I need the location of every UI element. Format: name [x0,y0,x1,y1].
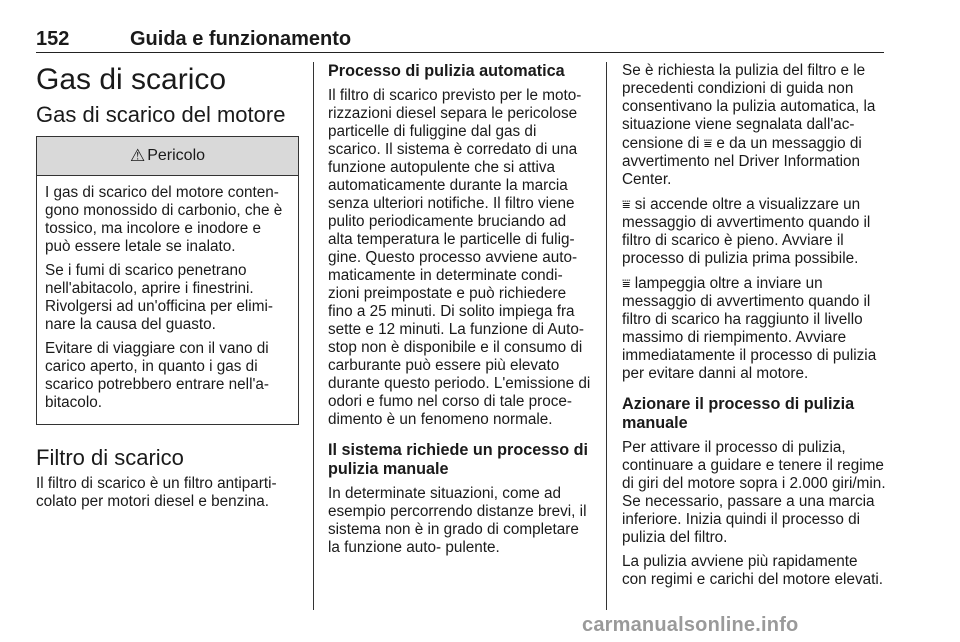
body-paragraph: Per attivare il processo di pulizia, continuare a guidare e tenere il regime di giri del motore sopra i 2.000 giri/min. Se necessario, passare a una marcia inferiore. Inizia quindi il processo di pulizia del filtro. [622,439,886,546]
page-header [36,28,884,53]
chapter-title: Gas di scarico [36,63,227,96]
exhaust-filter-icon: ⩸ [622,275,631,291]
subheading-manual-cleaning-required: Il sistema richiede un processo di pulizia manuale [328,441,588,478]
body-paragraph [622,62,886,189]
subheading-automatic-cleaning: Processo di pulizia automatica [328,62,565,80]
danger-warning-box [36,136,299,425]
body-paragraph [622,274,886,383]
column-divider [313,62,314,610]
warning-paragraph: I gas di scarico del motore conten- gono monossido di carbonio, che è tossico, ma incolore e inodore e può essere letale se inalato. [45,184,283,255]
text-run: si accende oltre a visualizzare un messaggio di avvertimento quando il filtro di scarico è pieno. Avviare il processo di pulizia prima possibile. [622,196,871,267]
running-section-title: Guida e funzionamento [130,28,352,50]
exhaust-filter-icon: ⩸ [622,196,631,212]
body-paragraph: La pulizia avviene più rapidamente con regimi e carichi del motore elevati. [622,553,884,588]
body-paragraph: Il filtro di scarico previsto per le moto- rizzazioni diesel separa le pericolose particelle di fuliggine dal gas di scarico. Il sistema è corredato di una funzione autopulente che si attiva automaticamente durante la marcia senza ulteriori notifiche. Il filtro viene pulito periodicamente bruciando ad alta temperatura le particelle di fulig- gine. Questo processo avviene auto- maticamente in determinate condi- zioni preimpostate e può richiedere fino a 25 minuti. Di solito impiega fra sette e 12 minuti. La funzione di Auto- stop non è disponibile e il consumo di carburante può essere più elevato durante questo periodo. L'emissione di odori e fumo nel corso di tale proce- dimento è un fenomeno normale. [328,87,591,428]
warning-paragraph: Se i fumi di scarico penetrano nell'abitacolo, aprire i finestrini. Rivolgersi ad un'officina per elimi- nare la causa del guasto. [45,262,273,333]
section-heading-engine-exhaust: Gas di scarico del motore [36,102,286,127]
column-divider [606,62,607,610]
body-paragraph: In determinate situazioni, come ad esempio percorrendo distanze brevi, il sistema non è in grado di completare la funzione auto- pulente. [328,485,587,556]
warning-paragraph: Evitare di viaggiare con il vano di carico aperto, in quanto i gas di scarico potrebbero entrare nell'a- bitacolo. [45,340,269,411]
warning-label: Pericolo [147,147,206,164]
watermark: carmanualsonline.info [582,614,799,636]
text-run: e da un messaggio di avvertimento nel Driver Information Center. [622,135,862,188]
warning-triangle-icon: ⚠ [129,146,146,165]
column-3 [622,62,886,595]
body-paragraph: Il filtro di scarico è un filtro antiparti- colato per motori diesel e benzina. [36,475,277,510]
body-paragraph [622,195,886,268]
text-run: Se è richiesta la pulizia del filtro e le precedenti condizioni di guida non consentivano la pulizia automatica, la situazione viene segnalata dall'ac- censione di [622,62,876,152]
warning-header [37,137,298,176]
exhaust-filter-icon: ⩸ [703,135,713,151]
text-run: lampeggia oltre a inviare un messaggio di avvertimento quando il filtro di scarico ha raggiunto il livello massimo di riempimento. Avviare immediatamente il processo di pulizia per evitare danni al motore. [622,275,877,382]
column-2 [328,62,591,563]
section-heading-exhaust-filter: Filtro di scarico [36,445,184,470]
column-1 [36,62,299,517]
warning-body [37,176,298,424]
subheading-start-manual-cleaning: Azionare il processo di pulizia manuale [622,395,855,432]
page-number: 152 [36,28,70,50]
